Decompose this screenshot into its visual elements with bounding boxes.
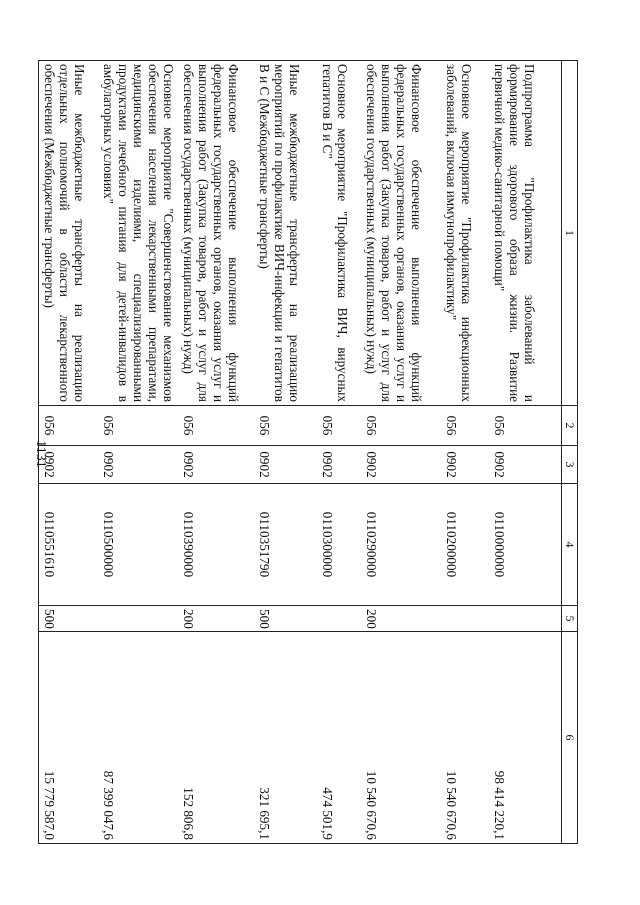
row-target: 0110351790 (255, 484, 318, 606)
row-ministry: 056 (362, 406, 442, 446)
row-amount: 87 399 047,6 (99, 632, 179, 844)
row-name: Основное мероприятие "Профилактика ВИЧ, вирусных гепатитов В и С" (318, 61, 362, 406)
row-expense-type: 500 (255, 606, 318, 632)
row-section: 0902 (99, 446, 179, 484)
row-ministry: 056 (318, 406, 362, 446)
table-row (179, 61, 255, 844)
header-row (562, 61, 578, 844)
row-ministry: 056 (442, 406, 490, 446)
column-header: 2 (562, 406, 578, 446)
row-expense-type (490, 606, 562, 632)
table-row (318, 61, 362, 844)
row-amount: 98 414 220,1 (490, 632, 562, 844)
column-header: 1 (562, 61, 578, 406)
row-name: Финансовое обеспечение выполнения функций федеральных государственных органов, оказания услуг и выполнения работ (Закупка товаров, работ и услуг для обеспечения государственных (муниципальных) нужд) (179, 61, 255, 406)
column-header: 3 (562, 446, 578, 484)
row-target: 0110000000 (490, 484, 562, 606)
row-name: Финансовое обеспечение выполнения функций федеральных государственных органов, оказания услуг и выполнения работ (Закупка товаров, работ и услуг для обеспечения государственных (муниципальных) нужд) (362, 61, 442, 406)
row-target: 0110290000 (362, 484, 442, 606)
row-expense-type (99, 606, 179, 632)
row-target: 0110300000 (318, 484, 362, 606)
row-ministry: 056 (255, 406, 318, 446)
row-target: 0110390000 (179, 484, 255, 606)
row-name: Иные межбюджетные трансферты на реализацию мероприятий по профилактике ВИЧ-инфекции и гепатитов В и С (Межбюджетные трансферты) (255, 61, 318, 406)
row-expense-type (442, 606, 490, 632)
table-row (490, 61, 562, 844)
row-target: 0110551610 (39, 484, 99, 606)
row-amount: 10 540 670,6 (362, 632, 442, 844)
budget-table (38, 60, 578, 844)
row-amount: 474 501,9 (318, 632, 362, 844)
table-row (99, 61, 179, 844)
row-target: 0110200000 (442, 484, 490, 606)
row-section: 0902 (39, 446, 99, 484)
row-expense-type: 200 (362, 606, 442, 632)
row-expense-type (318, 606, 362, 632)
row-ministry: 056 (99, 406, 179, 446)
row-name: Основное мероприятие "Профилактика инфекционных заболеваний, включая иммунопрофилактику" (442, 61, 490, 406)
rotated-table-container (42, 60, 578, 843)
row-amount: 15 779 587,0 (39, 632, 99, 844)
row-section: 0902 (490, 446, 562, 484)
row-name: Иные межбюджетные трансферты на реализацию отдельных полномочий в области лекарственного обеспечения (Межбюджетные трансферты) (39, 61, 99, 406)
row-section: 0902 (442, 446, 490, 484)
row-target: 0110500000 (99, 484, 179, 606)
row-section: 0902 (318, 446, 362, 484)
row-section: 0902 (362, 446, 442, 484)
table-row (39, 61, 99, 844)
row-section: 0902 (179, 446, 255, 484)
row-amount: 152 806,8 (179, 632, 255, 844)
table-row (255, 61, 318, 844)
row-ministry: 056 (490, 406, 562, 446)
row-ministry: 056 (39, 406, 99, 446)
column-header: 6 (562, 632, 578, 844)
row-amount: 10 540 670,6 (442, 632, 490, 844)
row-name: Основное мероприятие "Совершенствование механизмов обеспечения населения лекарственными препаратами, медицинскими изделиями, специализированными продуктами лечебного питания для детей-инвалидов в амбулаторных условиях" (99, 61, 179, 406)
page-number: 1131 (33, 440, 48, 468)
table-row (362, 61, 442, 844)
row-expense-type: 200 (179, 606, 255, 632)
row-expense-type: 500 (39, 606, 99, 632)
row-ministry: 056 (179, 406, 255, 446)
column-header: 5 (562, 606, 578, 632)
column-header: 4 (562, 484, 578, 606)
row-section: 0902 (255, 446, 318, 484)
row-amount: 321 695,1 (255, 632, 318, 844)
row-name: Подпрограмма "Профилактика заболеваний и формирование здорового образа жизни. Развитие первичной медико-санитарной помощи" (490, 61, 562, 406)
table-row (442, 61, 490, 844)
